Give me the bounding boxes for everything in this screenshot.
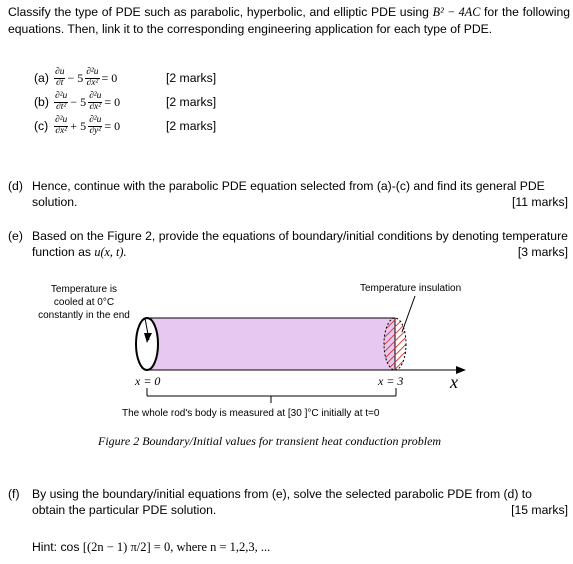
figure-caption: Figure 2 Boundary/Initial values for transient heat conduction problem (98, 434, 442, 448)
rod-right-end-insulation (384, 318, 406, 370)
equation-label: (b) (34, 95, 49, 109)
numerator: ∂²u (55, 91, 68, 101)
equation-label: (c) (34, 119, 49, 133)
part-e-marks: [3 marks] (517, 245, 568, 259)
rhs: = 0 (104, 94, 121, 109)
part-d-marks: [11 marks] (512, 195, 568, 209)
operator: + 5 (70, 118, 87, 133)
x3-label: x = 3 (378, 374, 404, 388)
denominator: ∂x² (89, 101, 102, 112)
rhs: = 0 (101, 70, 118, 85)
left-note-line: cooled at 0°C (53, 297, 115, 308)
marks-b: [2 marks] (166, 95, 217, 109)
left-note-line: constantly in the end (38, 310, 130, 321)
operator: − 5 (67, 70, 84, 85)
operator: − 5 (70, 94, 87, 109)
denominator: ∂t (56, 77, 64, 88)
part-f (8, 486, 568, 518)
numerator: ∂²u (86, 67, 99, 77)
part-f-marks: [15 marks] (511, 503, 568, 517)
intro-formula: B² − 4AC (432, 5, 481, 19)
equation-label: (a) (34, 71, 49, 85)
intro-text-start: Classify the type of PDE such as parabolic, hyperbolic, and elliptic PDE using (8, 5, 433, 19)
x-axis-label: x (450, 372, 458, 392)
hint (32, 540, 270, 555)
initial-condition-note: The whole rod's body is measured at [30 ]°C initially at t=0 (122, 408, 380, 419)
part-e-text: Based on the Figure 2, provide the equations of boundary/initial conditions by denoting temperature function as (32, 229, 568, 259)
rhs: = 0 (104, 118, 121, 133)
marks-c: [2 marks] (166, 119, 217, 133)
numerator: ∂²u (55, 115, 68, 125)
rod-left-end (136, 318, 158, 370)
part-f-row (8, 486, 568, 518)
part-e-formula: u(x, t). (94, 245, 127, 259)
rod-body (147, 318, 395, 370)
denominator: ∂y² (89, 125, 102, 136)
hint-formula: [(2n − 1) π/2] = 0, where n = 1,2,3, ... (82, 540, 271, 554)
part-d-text: Hence, continue with the parabolic PDE equation selected from (a)-(c) and find its general PDE solution. (32, 179, 545, 209)
part-f-text: By using the boundary/initial equations from (e), solve the selected parabolic PDE from (d) to obtain the particular PDE solution. (32, 487, 532, 517)
left-note-line: Temperature is (50, 284, 118, 295)
numerator: ∂²u (89, 91, 102, 101)
numerator: ∂²u (89, 115, 102, 125)
hint-prefix: Hint: cos (32, 540, 80, 554)
intro-text-end: for the following equations. Then, link it to the corresponding engineering application for each type of PDE. (8, 5, 571, 36)
denominator: ∂x² (86, 77, 99, 88)
marks-a: [2 marks] (166, 71, 217, 85)
denominator: ∂t² (56, 101, 67, 112)
right-end-note: Temperature insulation (360, 283, 462, 294)
part-f-label: (f) (8, 487, 20, 501)
numerator: ∂u (55, 67, 65, 77)
part-e-label: (e) (8, 229, 23, 243)
denominator: ∂x² (55, 125, 68, 136)
part-d-label: (d) (8, 179, 23, 193)
right-pointer-line (402, 296, 415, 332)
x0-label: x = 0 (135, 374, 161, 388)
